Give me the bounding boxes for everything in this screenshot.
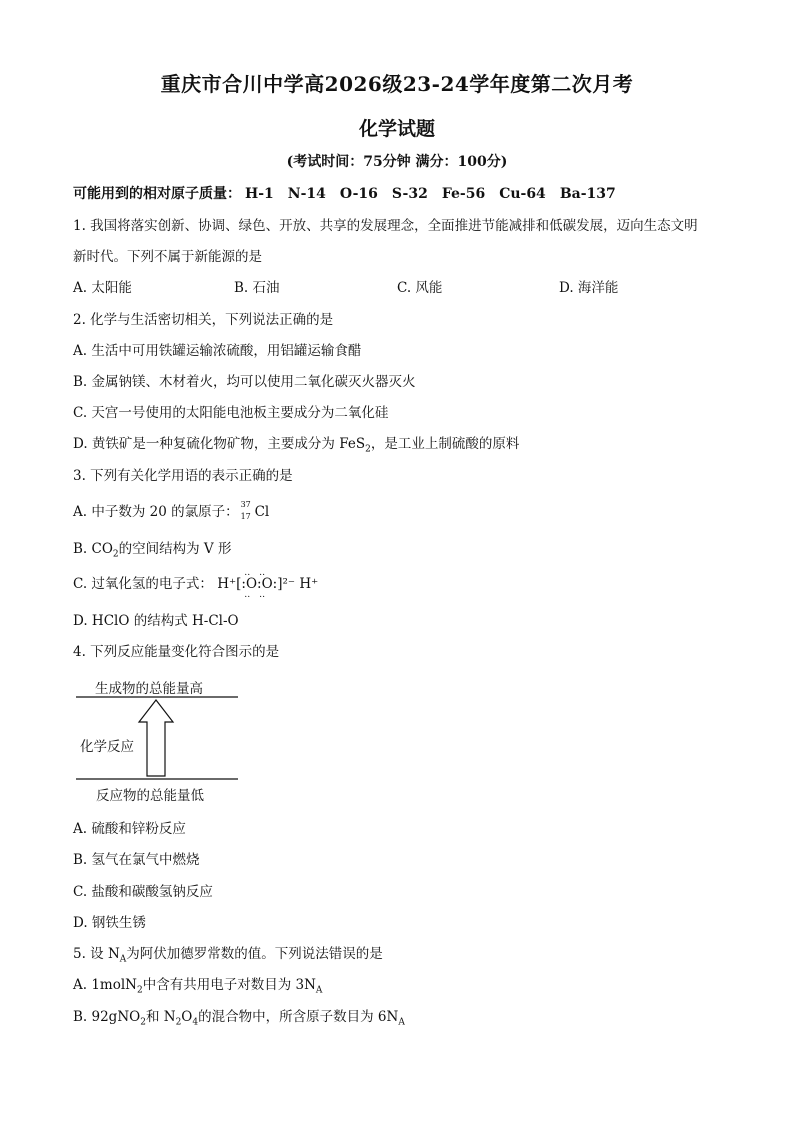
- q3-option-c-text: C. 过氧化氢的电子式：: [73, 576, 213, 592]
- q4-option-a: A. 硫酸和锌粉反应: [73, 821, 186, 837]
- diagram-top-label: 生成物的总能量高: [95, 681, 203, 697]
- q4-stem: 4. 下列反应能量变化符合图示的是: [73, 644, 280, 660]
- q5-stem-subscript: A: [119, 954, 127, 965]
- q5-option-a-text: A. 1molN: [73, 977, 137, 993]
- formula-right: :]²⁻ H⁺: [272, 576, 319, 592]
- q3-stem: 3. 下列有关化学用语的表示正确的是: [73, 468, 293, 484]
- q5-option-b-text-mid: 和 N: [145, 1009, 176, 1025]
- q1-stem-line1: 1. 我国将落实创新、协调、绿色、开放、共享的发展理念，全面推进节能减排和低碳发展，迈向生态文明: [73, 218, 698, 234]
- q5-option-b-subscript: 2: [175, 1017, 182, 1028]
- q1-option-b: B. 石油: [234, 280, 280, 296]
- q5-option-b-subscript: 4: [192, 1017, 199, 1028]
- lone-pair-dots-top: ‥ ‥: [244, 568, 269, 578]
- page-subtitle: 化学试题: [358, 118, 435, 140]
- element-symbol: Cl: [254, 504, 270, 520]
- q4-option-d: D. 钢铁生锈: [73, 915, 146, 931]
- q5-option-b: [73, 1005, 405, 1028]
- q2-option-d-subscript: 2: [365, 444, 371, 455]
- atomic-mass-item: Cu-64: [499, 186, 546, 202]
- q5-stem: [73, 942, 383, 965]
- atomic-masses-label: 可能用到的相对原子质量：: [73, 186, 241, 202]
- q5-stem-text-end: 为阿伏加德罗常数的值。下列说法错误的是: [126, 946, 383, 962]
- q2-option-d-text-end: ，是工业上制硫酸的原料: [370, 436, 520, 452]
- q5-option-b-subscript-end: A: [398, 1017, 405, 1028]
- q1-option-a: A. 太阳能: [73, 280, 132, 296]
- q5-option-b-text-mid: O: [181, 1009, 193, 1025]
- q5-option-a-subscript-end: A: [315, 985, 323, 996]
- mass-number: 37: [240, 500, 251, 509]
- q3-option-b-text-end: 的空间结构为 V 形: [118, 541, 232, 557]
- oxygen-atom-2: O: [261, 576, 273, 592]
- q1-stem-line2: 新时代。下列不属于新能源的是: [73, 249, 262, 265]
- q5-option-a-subscript: 2: [136, 985, 143, 996]
- arrow-up-icon: [139, 700, 173, 776]
- atomic-mass-item: N-14: [287, 186, 326, 202]
- q5-option-a: [73, 973, 322, 996]
- q2-option-c: C. 天宫一号使用的太阳能电池板主要成分为二氧化硅: [73, 405, 389, 421]
- q2-option-b: B. 金属钠镁、木材着火，均可以使用二氧化碳灭火器灭火: [73, 374, 416, 390]
- q3-option-b-text: B. CO: [73, 541, 113, 557]
- q5-option-b-text: B. 92gNO: [73, 1009, 141, 1025]
- atomic-mass-item: O-16: [339, 186, 378, 202]
- q3-option-a-text: A. 中子数为 20 的氯原子：: [73, 504, 239, 520]
- q2-option-a: A. 生活中可用铁罐运输浓硫酸，用铝罐运输食醋: [73, 343, 362, 359]
- q2-stem: 2. 化学与生活密切相关，下列说法正确的是: [73, 312, 334, 328]
- diagram-bottom-label: 反应物的总能量低: [96, 788, 204, 804]
- atomic-mass-item: Ba-137: [559, 186, 616, 202]
- atomic-mass-item: S-32: [391, 186, 428, 202]
- diagram-side-label: 化学反应: [80, 739, 134, 755]
- q5-option-b-text-mid: 的混合物中，所含原子数目为 6N: [198, 1009, 399, 1025]
- q5-stem-text: 5. 设 N: [73, 946, 120, 962]
- q3-option-d: D. HClO 的结构式 H-Cl-O: [73, 613, 239, 629]
- formula-colon: :: [257, 576, 262, 592]
- oxygen-atom-1: O: [245, 576, 258, 592]
- q4-option-b: B. 氢气在氯气中燃烧: [73, 852, 200, 868]
- exam-time-info: (考试时间：75分钟 满分：100分): [286, 154, 508, 170]
- atomic-mass-item: H-1: [245, 186, 274, 202]
- formula-left: H⁺[:: [217, 576, 246, 592]
- lone-pair-dots-bottom: ‥ ‥: [244, 590, 269, 600]
- q2-option-d-text: D. 黄铁矿是一种复硫化物矿物，主要成分为 FeS: [73, 436, 366, 452]
- q5-option-a-text-mid: 中含有共用电子对数目为 3N: [142, 977, 316, 993]
- q1-option-c: C. 风能: [397, 280, 443, 296]
- q1-option-d: D. 海洋能: [559, 280, 619, 296]
- q5-option-b-subscript: 2: [140, 1017, 146, 1028]
- q3-option-b-subscript: 2: [112, 549, 119, 560]
- atomic-number: 17: [240, 512, 251, 521]
- page-title: 重庆市合川中学高2026级23-24学年度第二次月考: [160, 72, 634, 96]
- atomic-mass-item: Fe-56: [441, 186, 486, 202]
- q4-option-c: C. 盐酸和碳酸氢钠反应: [73, 884, 213, 900]
